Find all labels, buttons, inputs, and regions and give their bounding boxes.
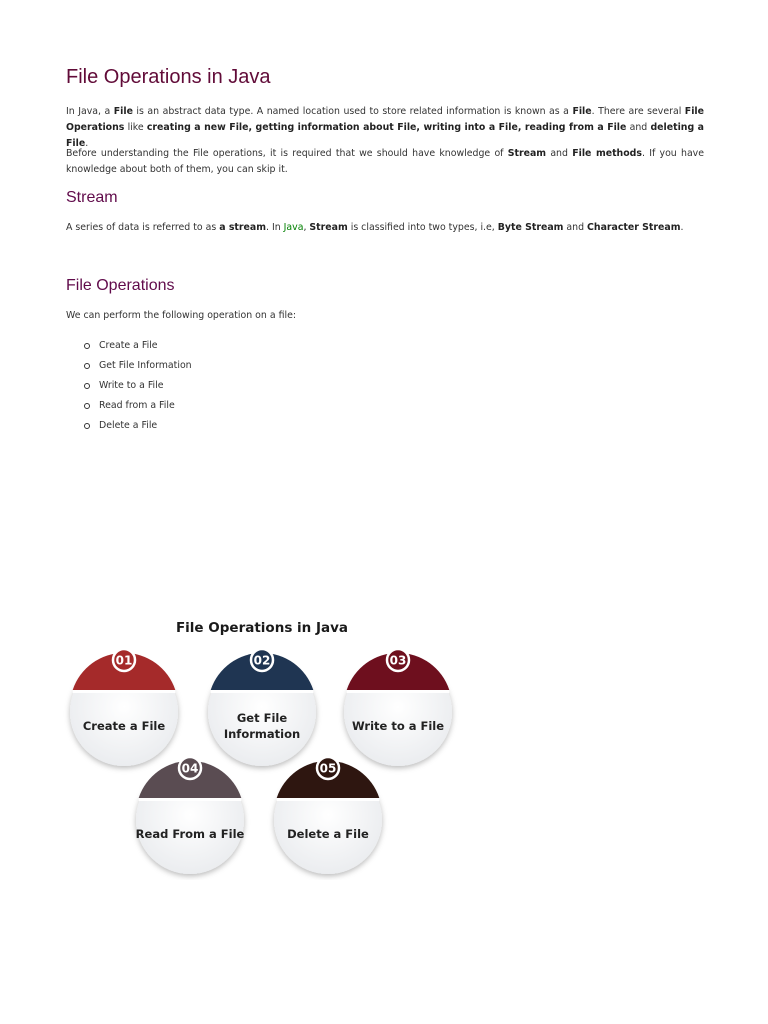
file-operations-heading: File Operations: [66, 277, 175, 294]
node-number: 03: [389, 653, 407, 668]
node-band: [347, 690, 450, 693]
file-operations-diagram: [62, 612, 462, 880]
page-title: File Operations in Java: [66, 66, 271, 88]
diagram-node-02: [208, 649, 316, 766]
node-label: Get File Information: [223, 711, 301, 741]
node-number: 04: [181, 761, 199, 776]
diagram-node-01: [70, 649, 178, 766]
node-label: Read From a File: [135, 827, 245, 841]
list-item: Write to a File: [84, 378, 192, 398]
node-number: 02: [253, 653, 271, 668]
node-band: [139, 798, 242, 801]
list-item: Create a File: [84, 338, 192, 358]
node-band: [73, 690, 176, 693]
node-band: [211, 690, 314, 693]
bullet-icon: [84, 343, 90, 349]
before-paragraph: Before understanding the File operations, it is required that we should have knowledge of Stream and File methods. If you have knowledge about both of them, you can skip it.: [66, 148, 705, 175]
diagram-node-04: [136, 757, 244, 874]
stream-heading: Stream: [66, 189, 118, 206]
node-number: 05: [319, 761, 337, 776]
stream-paragraph: A series of data is referred to as a stream. In Java, Stream is classified into two types, i.e, Byte Stream and Character Stream.: [66, 222, 684, 233]
list-item: Read from a File: [84, 398, 192, 418]
list-item: Delete a File: [84, 418, 192, 438]
intro-paragraph: In Java, a File is an abstract data type. A named location used to store related information is known as a File. There are several File Operations like creating a new File, getting information about File, writing into a File, reading from a File and deleting a File.: [66, 106, 704, 149]
node-label: Write to a File: [351, 719, 445, 733]
diagram-node-03: [344, 649, 452, 766]
node-band: [277, 798, 380, 801]
diagram-title: File Operations in Java: [175, 620, 349, 636]
node-label: Create a File: [82, 719, 166, 733]
bullet-icon: [84, 403, 90, 409]
bullet-icon: [84, 363, 90, 369]
operations-intro: We can perform the following operation on a file:: [66, 310, 297, 321]
node-label: Delete a File: [287, 827, 369, 841]
java-link[interactable]: Java: [283, 222, 304, 233]
node-number: 01: [115, 653, 133, 668]
list-item: Get File Information: [84, 358, 192, 378]
operations-list: [84, 338, 192, 438]
diagram-graphic: [62, 612, 462, 880]
diagram-node-05: [274, 757, 382, 874]
bullet-icon: [84, 383, 90, 389]
bullet-icon: [84, 423, 90, 429]
